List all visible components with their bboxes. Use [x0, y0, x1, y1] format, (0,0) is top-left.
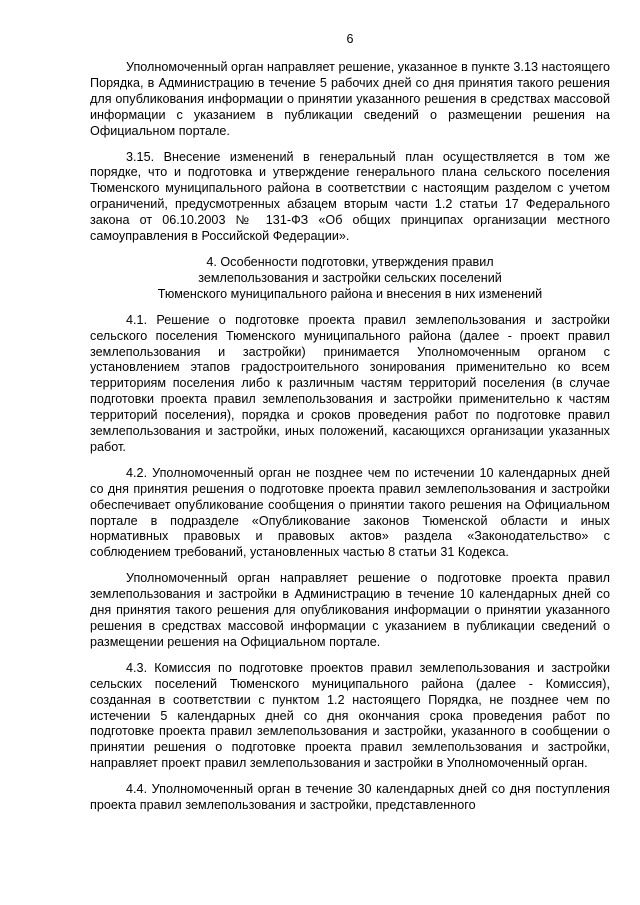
paragraph: Уполномоченный орган направляет решение, указанное в пункте 3.13 настоящего Порядка, в Администрацию в течение 5 рабочих дней со дня принятия такого решения для опубликования информации о принятии указанного решения в средствах массовой информации с указанием в публикации сведений о размещении решения на Официальном портале.: [90, 60, 610, 138]
section-heading-line: землепользования и застройки сельских поселений: [198, 270, 502, 285]
page-number: 6: [346, 32, 354, 46]
paragraph: 4.1. Решение о подготовке проекта правил землепользования и застройки сельского поселения Тюменского муниципального района (далее - проект правил землепользования и застройки) принимается Уполномоченным органом с установлением этапов градостроительного зонирования применительно ко всем территориям поселения либо к различным частям территорий поселения (в случае подготовки проекта правил землепользования и застройки применительно к частям территорий поселения), порядка и сроков проведения работ по подготовке правил землепользования и застройки, иных положений, касающихся организации указанных работ.: [90, 312, 610, 454]
document-body: [90, 60, 610, 824]
section-heading-line: Тюменского муниципального района и внесения в них изменений: [157, 286, 543, 301]
document-page: [90, 0, 610, 905]
paragraph: 3.15. Внесение изменений в генеральный план осуществляется в том же порядке, что и подготовка и утверждение генерального плана сельского поселения Тюменского муниципального района в соответствии с настоящим разделом с учетом ограничений, предусмотренных абзацем вторым части 1.2 статьи 17 Федерального закона от 06.10.2003 № 131-ФЗ «Об общих принципах организации местного самоуправления в Российской Федерации».: [90, 149, 610, 244]
paragraph: Уполномоченный орган направляет решение о подготовке проекта правил землепользования и застройки в Администрацию в течение 10 календарных дней со дня принятия такого решения для опубликования информации о принятии указанного решения в средствах массовой информации с указанием в публикации сведений о размещении решения на Официальном портале.: [90, 571, 610, 649]
paragraph: 4.4. Уполномоченный орган в течение 30 календарных дней со дня поступления проекта правил землепользования и застройки, представленного: [90, 782, 610, 813]
section-heading-line: 4. Особенности подготовки, утверждения правил: [206, 254, 494, 269]
paragraph: 4.2. Уполномоченный орган не позднее чем по истечении 10 календарных дней со дня принятия решения о подготовке проекта правил землепользования и застройки обеспечивает опубликование сообщения о принятии такого решения на Официальном портале в подразделе «Опубликование законов Тюменской области и иных нормативных правовых и правовых актов» раздела «Законодательство» с соблюдением требований, установленных частью 8 статьи 31 Кодекса.: [90, 465, 610, 560]
section-heading: [90, 255, 610, 303]
paragraph: 4.3. Комиссия по подготовке проектов правил землепользования и застройки сельских поселений Тюменского муниципального района (далее - Комиссия), созданная в соответствии с пунктом 1.2 настоящего Порядка, не позднее чем по истечении 5 календарных дней со дня окончания срока проведения работ по подготовке проекта правил землепользования и застройки, указанного в сообщении о принятии решения о подготовке проекта правил землепользования и застройки, направляет проект правил землепользования и застройки в Уполномоченный орган.: [90, 660, 610, 771]
